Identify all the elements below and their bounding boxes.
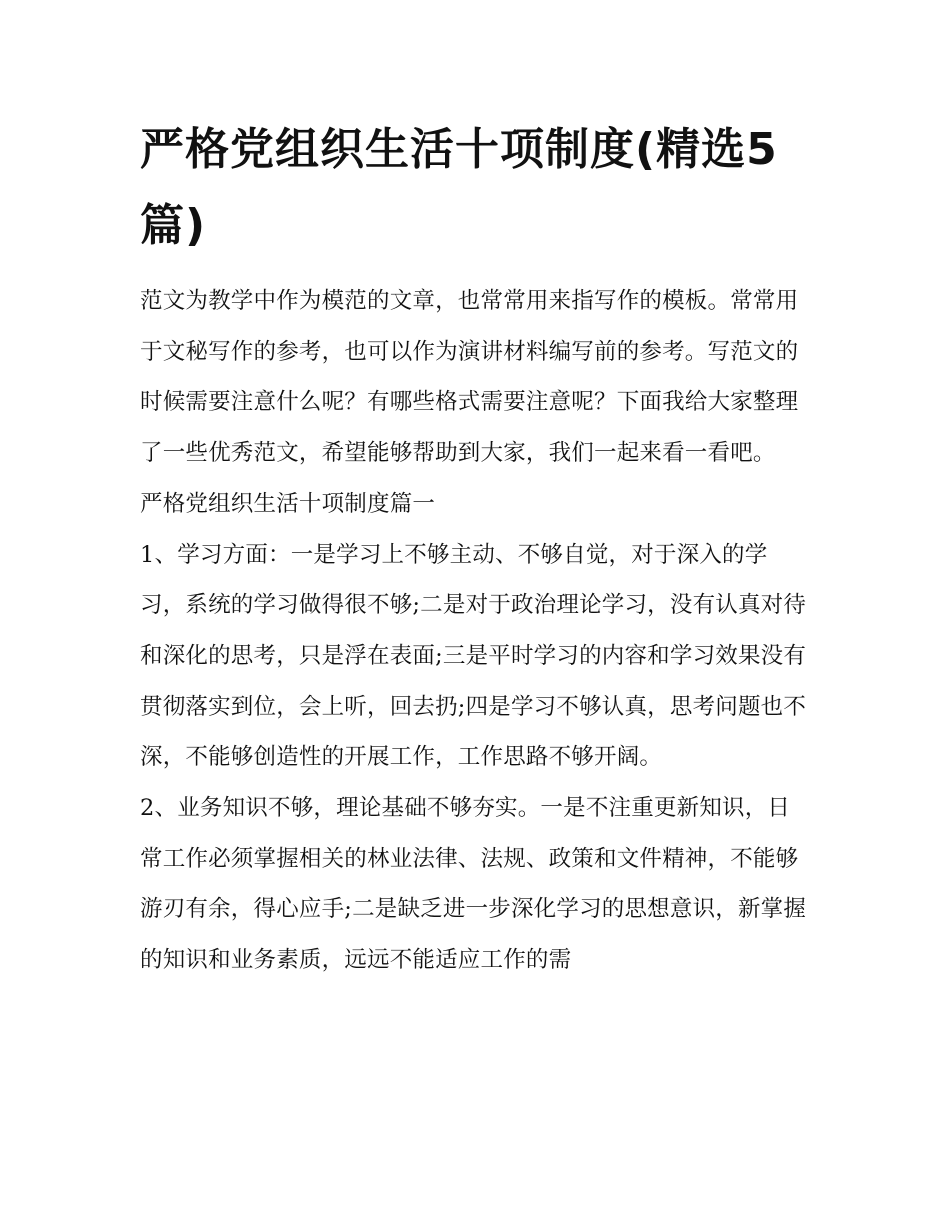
item-2-paragraph: 2、业务知识不够，理论基础不够夯实。一是不注重更新知识，日常工作必须掌握相关的林业法律、法规、政策和文件精神，不能够游刃有余，得心应手;二是缺乏进一步深化学习的思想意识，新掌握的知识和业务素质，远远不能适应工作的需: [140, 795, 807, 974]
section-heading: 严格党组织生活十项制度篇一: [140, 490, 436, 517]
document-title: 严格党组织生活十项制度(精选5篇): [140, 124, 778, 251]
document-page: [140, 112, 812, 986]
intro-paragraph: 范文为教学中作为模范的文章，也常常用来指写作的模板。常常用于文秘写作的参考，也可以作为演讲材料编写前的参考。写范文的时候需要注意什么呢？有哪些格式需要注意呢？下面我给大家整理了一些优秀范文，希望能够帮助到大家，我们一起来看一看吧。: [140, 288, 799, 467]
item-1-paragraph: 1、学习方面：一是学习上不够主动、不够自觉，对于深入的学习，系统的学习做得很不够;二是对于政治理论学习，没有认真对待和深化的思考，只是浮在表面;三是平时学习的内容和学习效果没有贯彻落实到位，会上听，回去扔;四是学习不够认真，思考问题也不深，不能够创造性的开展工作，工作思路不够开阔。: [140, 541, 807, 771]
